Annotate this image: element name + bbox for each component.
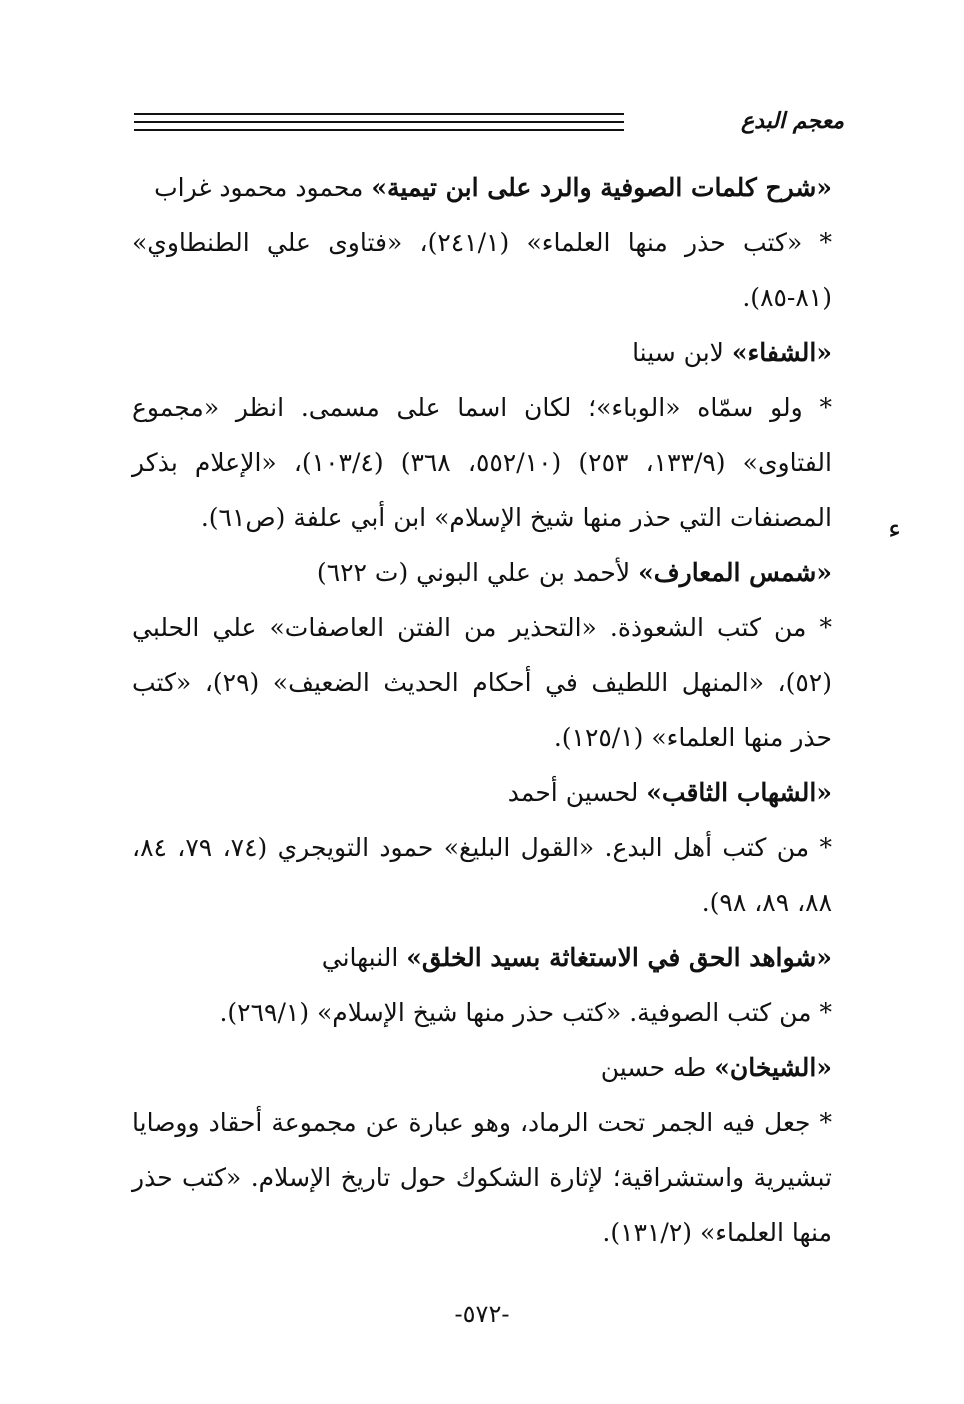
entry-author: لأحمد بن علي البوني (ت ٦٢٢) [316, 558, 639, 587]
entry-body: * من كتب الشعوذة. «التحذير من الفتن العاصفات» علي الحلبي (٥٢)، «المنهل اللطيف في أحكام الحديث الضعيف» (٢٩)، «كتب حذر منها العلماء» (١٢٥/١). [132, 613, 832, 752]
entry-body: * جعل فيه الجمر تحت الرماد، وهو عبارة عن مجموعة أحقاد ووصايا تبشيرية واستشراقية؛ لإثارة الشكوك حول تاريخ الإسلام. «كتب حذر منها العلماء» (١٣١/٢). [132, 1108, 832, 1247]
entry-heading [132, 930, 832, 985]
entry-author: لحسين أحمد [507, 778, 647, 807]
entry-author: طه حسين [600, 1053, 715, 1082]
entry-title: «الشيخان» [714, 1053, 832, 1082]
entry-body: * من كتب أهل البدع. «القول البليغ» حمود التويجري (٧٤، ٧٩، ٨٤، ٨٨، ٨٩، ٩٨). [132, 833, 832, 917]
running-header-title: معجم البدع [740, 108, 844, 134]
header-rule-middle [134, 121, 624, 123]
entry-author: النبهاني [321, 943, 407, 972]
entry-heading [132, 1040, 832, 1095]
margin-mark: ء [888, 512, 902, 545]
entry-body: * من كتب الصوفية. «كتب حذر منها شيخ الإسلام» (٢٦٩/١). [219, 998, 832, 1027]
page-number: -٥٧٢- [454, 1300, 510, 1328]
entry-title: «شواهد الحق في الاستغاثة بسيد الخلق» [406, 943, 832, 972]
entry-title: «الشهاب الثاقب» [646, 778, 832, 807]
header-rule-bottom [134, 129, 624, 131]
page-body [132, 160, 832, 1260]
entry-heading [132, 160, 832, 215]
entry-author: محمود محمود غراب [154, 173, 372, 202]
entry-heading [132, 545, 832, 600]
entry-title: «شرح كلمات الصوفية والرد على ابن تيمية» [371, 173, 832, 202]
entry-body: * ولو سمّاه «الوباء»؛ لكان اسما على مسمى. انظر «مجموع الفتاوى» (١٣٣/٩، ٢٥٣) (٥٥٢/١٠، ٣٦٨) (١٠٣/٤)، «الإعلام بذكر المصنفات التي حذر منها شيخ الإسلام» ابن أبي علفة (ص٦١). [132, 393, 832, 532]
entry-author: لابن سينا [632, 338, 732, 367]
entry-title: «شمس المعارف» [638, 558, 832, 587]
header-rule-top [134, 113, 624, 115]
entry-title: «الشفاء» [731, 338, 832, 367]
entry-heading [132, 325, 832, 380]
entry-heading [132, 765, 832, 820]
entry-body: * «كتب حذر منها العلماء» (٢٤١/١)، «فتاوى علي الطنطاوي» (٨١-٨٥). [132, 228, 832, 312]
